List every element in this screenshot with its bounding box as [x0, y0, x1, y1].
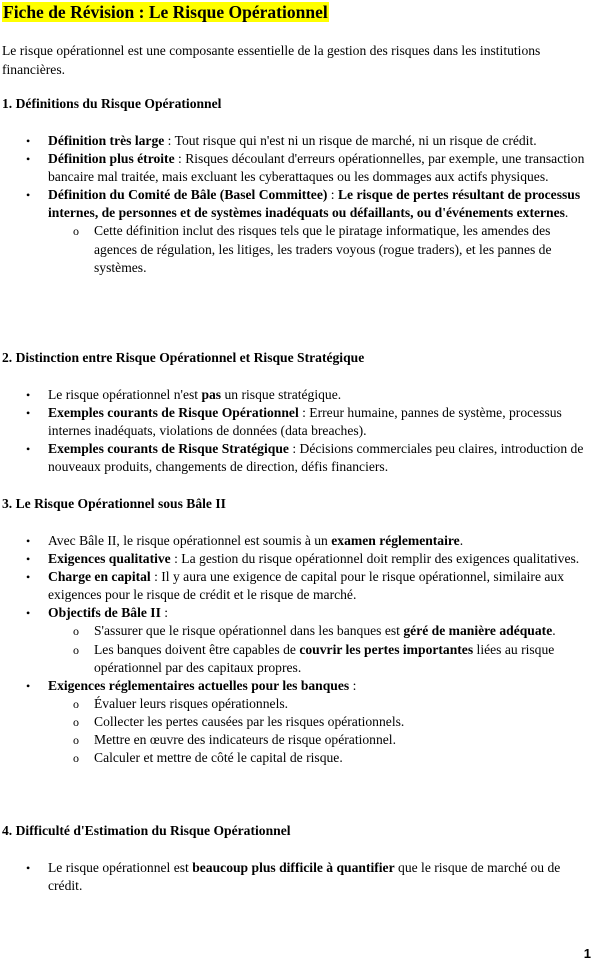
list-item: • Le risque opérationnel est beaucoup plus difficile à quantifier que le risque de marché ou de crédit. — [26, 860, 561, 894]
bullet-list — [2, 132, 587, 277]
list-item: • Exemples courants de Risque Opérationnel : Erreur humaine, pannes de système, processus internes inadéquats, violations de données (data breaches). — [26, 405, 562, 439]
section-heading: 3. Le Risque Opérationnel sous Bâle II — [2, 496, 226, 511]
bullet-icon: • — [26, 134, 31, 148]
list-item: • Objectifs de Bâle II : o S'assurer que le risque opérationnel dans les banques est géré de manière adéquate. o Les banques doivent être capables de couvrir les pertes importantes liées au risque opérationnel par des capitaux propres. — [2, 604, 587, 676]
circle-bullet-icon: o — [73, 751, 79, 766]
bullet-icon: • — [26, 152, 31, 167]
sub-list — [48, 695, 587, 767]
list-item: • Exigences qualitative : La gestion du risque opérationnel doit remplir des exigences qualitatives. — [2, 550, 587, 568]
bullet-icon: • — [26, 552, 31, 567]
bullet-icon: • — [26, 861, 31, 875]
sub-list-item: o S'assurer que le risque opérationnel dans les banques est géré de manière adéquate. — [47, 622, 587, 640]
sub-list-item: o Collecter les pertes causées par les risques opérationnels. — [47, 713, 587, 731]
bullet-icon: • — [26, 606, 31, 621]
list-item: • Définition plus étroite : Risques découlant d'erreurs opérationnelles, par exemple, une transaction bancaire mal traitée, mais excluant les cyberattaques ou les dommages aux actifs physiques. — [26, 151, 585, 185]
sub-list-item: o Mettre en œuvre des indicateurs de risque opérationnel. — [47, 731, 587, 749]
section-heading: 2. Distinction entre Risque Opérationnel et Risque Stratégique — [2, 350, 365, 365]
title-highlight: Fiche de Révision : Le Risque Opérationnel — [3, 2, 328, 22]
list-item: • Le risque opérationnel n'est pas un risque stratégique. — [2, 386, 587, 404]
section-heading: 4. Difficulté d'Estimation du Risque Opérationnel — [2, 823, 291, 838]
list-item: • Exemples courants de Risque Stratégique : Décisions commerciales peu claires, introduction de nouveaux produits, changements de direction, défis financiers. — [26, 441, 584, 475]
section-bale-ii — [2, 495, 587, 767]
bullet-icon: • — [26, 534, 31, 548]
bullet-icon: • — [26, 388, 31, 402]
page-number: 1 — [583, 946, 591, 961]
sub-list-item: o Les banques doivent être capables de couvrir les pertes importantes liées au risque opérationnel par des capitaux propres. — [73, 641, 555, 675]
sub-list — [48, 222, 587, 276]
list-item: • Définition du Comité de Bâle (Basel Committee) : Le risque de pertes résultant de processus internes, de personnes et de systèmes inadéquats ou défaillants, ou d'événements externes. o Cette définition inclut des risques tels que le piratage informatique, les amendes des agences de régulation, les litiges, les traders voyous (rogue traders), et les pannes de systèmes. — [2, 186, 587, 276]
section-distinction — [2, 349, 587, 476]
bullet-list — [2, 532, 587, 767]
sub-list-item: o Évaluer leurs risques opérationnels. — [47, 695, 587, 713]
page-title — [2, 3, 329, 21]
section-heading: 1. Définitions du Risque Opérationnel — [2, 96, 222, 111]
list-item: • Charge en capital : Il y aura une exigence de capital pour le risque opérationnel, similaire aux exigences pour le risque de crédit et le risque de marché. — [26, 569, 565, 603]
circle-bullet-icon: o — [73, 624, 79, 639]
circle-bullet-icon: o — [73, 696, 79, 711]
sub-list — [48, 622, 587, 676]
circle-bullet-icon: o — [73, 224, 79, 239]
list-item: • Avec Bâle II, le risque opérationnel est soumis à un examen réglementaire. — [2, 532, 587, 550]
list-item: • Exigences réglementaires actuelles pour les banques : o Évaluer leurs risques opérationnels. o Collecter les pertes causées par les risques opérationnels. o Mettre en œuvre des indicateurs de risque opérationnel. o Calculer et mettre de côté le capital de risque. — [2, 677, 587, 767]
section-definitions — [2, 95, 587, 277]
bullet-list — [2, 859, 587, 895]
sub-list-item: o Calculer et mettre de côté le capital de risque. — [47, 749, 587, 767]
intro-paragraph: Le risque opérationnel est une composante essentielle de la gestion des risques dans les institutions financières. — [2, 43, 541, 77]
circle-bullet-icon: o — [73, 714, 79, 729]
circle-bullet-icon: o — [73, 642, 79, 657]
bullet-icon: • — [26, 678, 31, 693]
bullet-list — [2, 386, 587, 476]
section-difficulte — [2, 822, 587, 895]
bullet-icon: • — [26, 442, 31, 457]
bullet-icon: • — [26, 406, 31, 421]
sub-list-item: o Cette définition inclut des risques tels que le piratage informatique, les amendes des agences de régulation, les litiges, les traders voyous (rogue traders), et les pannes de systèmes. — [73, 223, 552, 275]
bullet-icon: • — [26, 188, 31, 203]
bullet-icon: • — [26, 570, 31, 585]
list-item: • Définition très large : Tout risque qui n'est ni un risque de marché, ni un risque de crédit. — [2, 132, 587, 150]
circle-bullet-icon: o — [73, 733, 79, 748]
